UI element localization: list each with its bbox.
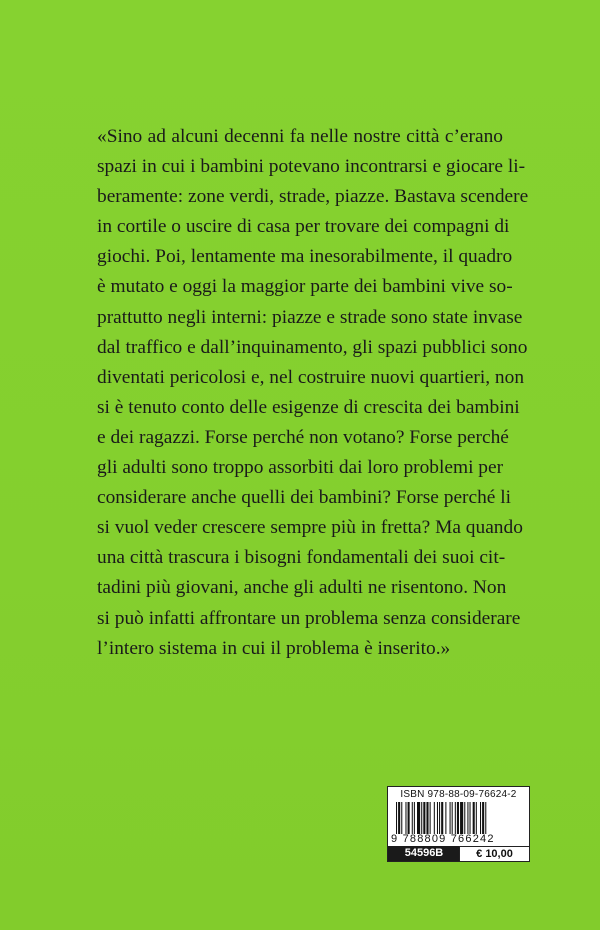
blurb-line: considerare anche quelli dei bambini? Forse perché li xyxy=(97,487,512,509)
blurb-line: è mutato e oggi la maggior parte dei bambini vive so- xyxy=(97,276,513,298)
barcode-digits: 9 788809 766242 xyxy=(391,833,495,845)
blurb-line: giochi. Poi, lentamente ma inesorabilmente, il quadro xyxy=(97,246,513,268)
blurb-line: si vuol veder crescere sempre più in fretta? Ma quando xyxy=(97,517,523,539)
blurb-line: prattutto negli interni: piazze e strade sono state invase xyxy=(97,306,523,328)
barcode-label xyxy=(387,786,530,862)
blurb-text xyxy=(97,122,529,664)
blurb-line: dal traffico e dall’inquinamento, gli spazi pubblici sono xyxy=(97,336,528,358)
blurb-line: l’intero sistema in cui il problema è inserito.» xyxy=(97,637,451,659)
blurb-line: in cortile o uscire di casa per trovare dei compagni di xyxy=(97,216,510,238)
blurb-line: si è tenuto conto delle esigenze di crescita dei bambini xyxy=(97,396,520,418)
blurb-line: spazi in cui i bambini potevano incontrarsi e giocare li- xyxy=(97,156,526,178)
blurb-line: beramente: zone verdi, strade, piazze. Bastava scendere xyxy=(97,186,529,208)
blurb-line: diventati pericolosi e, nel costruire nuovi quartieri, non xyxy=(97,366,525,388)
blurb-line: si può infatti affrontare un problema senza considerare xyxy=(97,607,521,629)
price-tag: € 10,00 xyxy=(459,846,529,861)
blurb-line: e dei ragazzi. Forse perché non votano? Forse perché xyxy=(97,426,509,448)
product-code-badge: 54596B xyxy=(388,846,460,861)
blurb-line: tadini più giovani, anche gli adulti ne risentono. Non xyxy=(97,577,507,599)
isbn-label: ISBN 978-88-09-76624-2 xyxy=(400,789,517,800)
blurb-line: gli adulti sono troppo assorbiti dai loro problemi per xyxy=(97,457,504,479)
blurb-line: una città trascura i bisogni fondamentali dei suoi cit- xyxy=(97,547,506,569)
barcode-icon xyxy=(396,802,526,834)
blurb-line: «Sino ad alcuni decenni fa nelle nostre città c’erano xyxy=(97,126,503,147)
